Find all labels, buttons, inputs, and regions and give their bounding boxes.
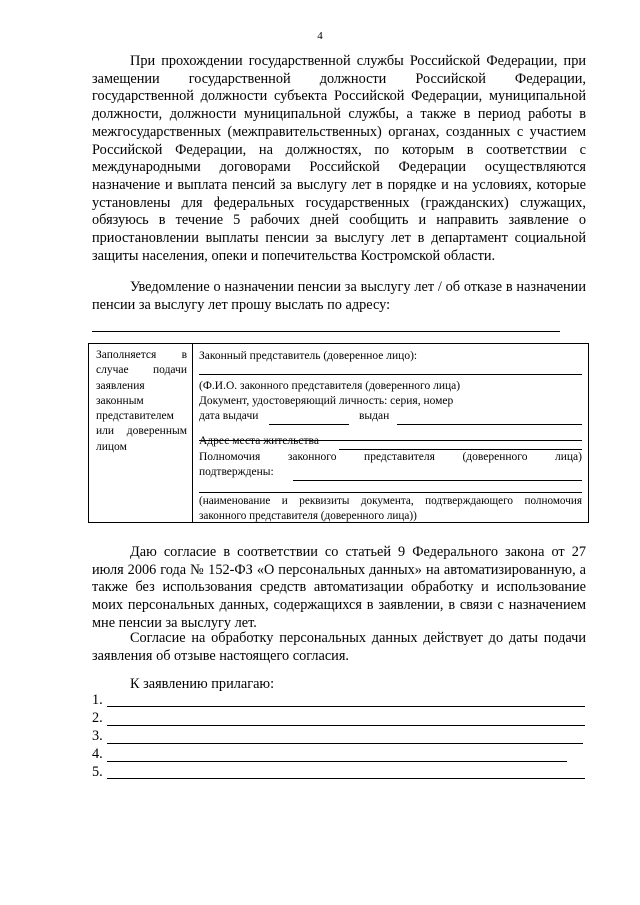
issue-date-line[interactable]: [269, 424, 349, 425]
authority-document-hint: (наименование и реквизиты документа, подтверждающего полномочия законного представителя (доверенного лица)): [199, 495, 582, 522]
attachments-heading: К заявлению прилагаю:: [130, 676, 275, 692]
attachment-line-3[interactable]: [107, 743, 583, 744]
representative-form-table: [88, 343, 589, 523]
issue-date-label: дата выдачи: [199, 410, 259, 422]
address-line[interactable]: [92, 331, 560, 332]
confirmed-label: подтверждены:: [199, 466, 274, 478]
representative-note: Заполняется в случае подачи заявления законным представителем или доверенным лицом: [96, 349, 187, 453]
authority-label: Полномочия законного представителя (доверенного лица): [199, 451, 582, 463]
attachment-line-1[interactable]: [107, 706, 585, 707]
representative-name-line[interactable]: [199, 374, 582, 375]
issued-by-label: выдан: [359, 410, 390, 422]
attachment-line-4[interactable]: [107, 761, 567, 762]
representative-fields-cell: [193, 344, 588, 522]
id-document-label: Документ, удостоверяющий личность: серия, номер: [199, 395, 454, 407]
authority-document-line[interactable]: [293, 480, 582, 481]
attachment-number: 3.: [92, 728, 103, 744]
representative-label: Законный представитель (доверенное лицо):: [199, 350, 418, 362]
attachment-line-2[interactable]: [107, 725, 585, 726]
fio-hint: (Ф.И.О. законного представителя (доверенного лица): [199, 380, 461, 392]
attachment-number: 5.: [92, 764, 103, 780]
consent-paragraph: Даю согласие в соответствии со статьей 9 Федерального закона от 27 июля 2006 года № 152-ФЗ «О персональных данных» на автоматизированную, а также без использования средств автоматизации обработку и использование моих персональных данных, содержащихся в заявлении, в связи с назначением мне пенсии за выслугу лет.: [92, 544, 586, 631]
issued-by-line[interactable]: [397, 424, 582, 425]
notification-paragraph: Уведомление о назначении пенсии за выслугу лет / об отказе в назначении пенсии за выслугу лет прошу выслать по адресу:: [92, 279, 586, 313]
obligation-paragraph: При прохождении государственной службы Российской Федерации, при замещении государственной должности Российской Федерации, государственной должности субъекта Российской Федерации, муниципальной должности, должности муниципальной службы, а также в период работы в межгосударственных (межправительственных) органах, созданных с участием Российской Федерации, на должностях, по которым в соответствии с международными договорами Российской Федерации осуществляются назначение и выплата пенсий за выслугу лет в порядке и на условиях, которые установлены для федеральных государственных (гражданских) служащих, обязуюсь в течение 5 рабочих дней сообщить и направить заявление о приостановлении выплаты пенсии за выслугу лет в департамент социальной защиты населения, опеки и попечительства Костромской области.: [92, 53, 586, 264]
authority-document-continuation-line[interactable]: [199, 492, 582, 493]
attachment-number: 1.: [92, 692, 103, 708]
attachment-line-5[interactable]: [107, 778, 585, 779]
attachment-number: 4.: [92, 746, 103, 762]
page-number: 4: [317, 30, 323, 42]
consent-validity-paragraph: Согласие на обработку персональных данных действует до даты подачи заявления об отзыве настоящего согласия.: [92, 630, 586, 664]
attachment-number: 2.: [92, 710, 103, 726]
residence-address-line[interactable]: [339, 449, 582, 450]
residence-address-label: Адрес места жительства: [199, 435, 319, 447]
representative-note-cell: [89, 344, 193, 522]
